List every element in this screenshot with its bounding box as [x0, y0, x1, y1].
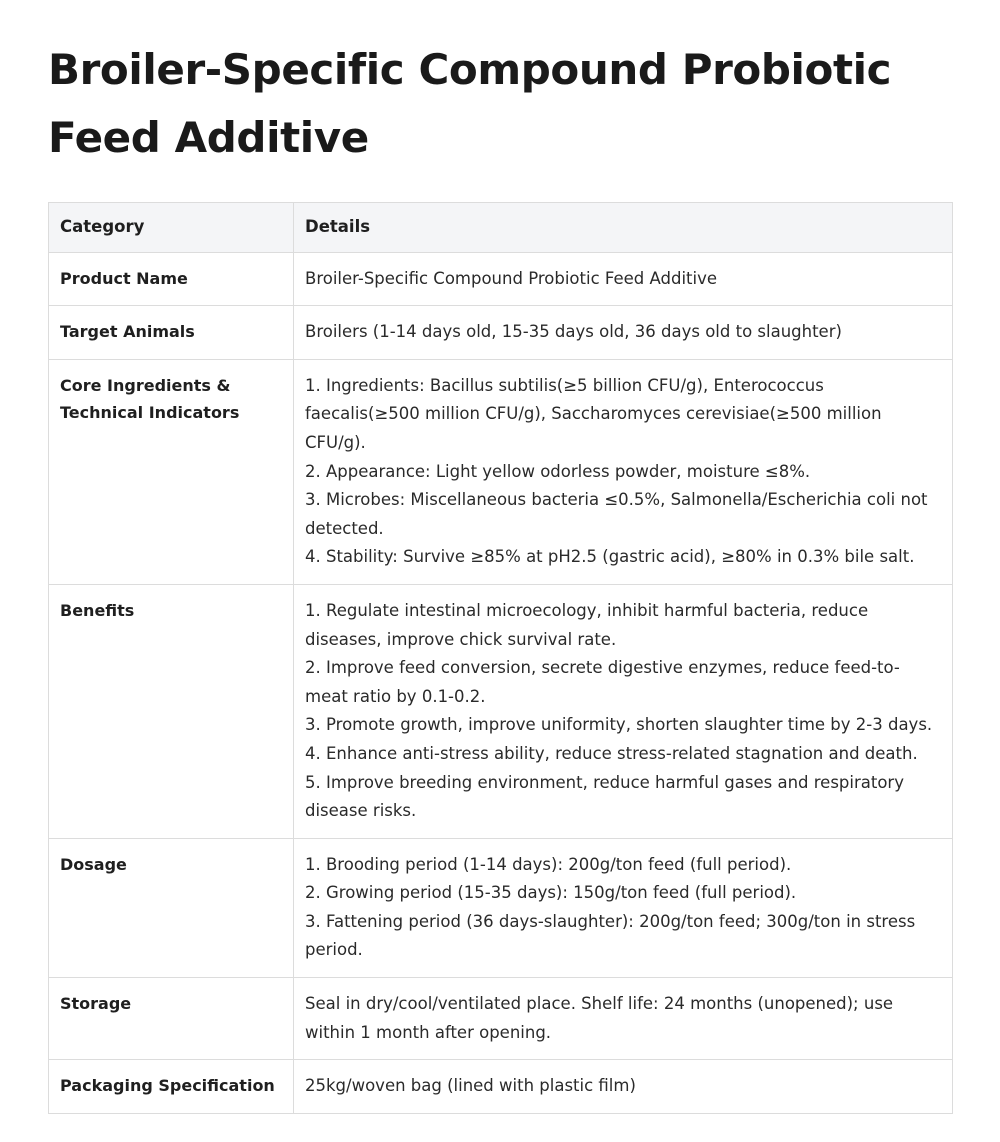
details-line: 3. Fattening period (36 days-slaughter): 200g/ton feed; 300g/ton in stress period.	[305, 911, 916, 960]
details-line: 5. Improve breeding environment, reduce harmful gases and respiratory disease risks.	[305, 772, 904, 821]
details-line: Broilers (1-14 days old, 15-35 days old, 36 days old to slaughter)	[305, 322, 842, 342]
row-category-cell: Packaging Specification	[49, 1060, 294, 1114]
details-line: 3. Promote growth, improve uniformity, shorten slaughter time by 2-3 days.	[305, 715, 933, 735]
details-line: 2. Appearance: Light yellow odorless powder, moisture ≤8%.	[305, 461, 811, 481]
table-row	[49, 584, 953, 838]
row-details-cell	[294, 252, 953, 306]
details-line: 3. Microbes: Miscellaneous bacteria ≤0.5%, Salmonella/Escherichia coli not detected.	[305, 490, 928, 538]
details-line: 1. Regulate intestinal microecology, inhibit harmful bacteria, reduce diseases, improve chick survival rate.	[305, 600, 869, 649]
details-line: 2. Growing period (15-35 days): 150g/ton feed (full period).	[305, 883, 797, 903]
row-category-cell: Storage	[49, 978, 294, 1060]
row-category-cell: Core Ingredients & Technical Indicators	[49, 359, 294, 584]
table-row	[49, 1060, 953, 1114]
row-details-cell	[294, 1060, 953, 1114]
table-row	[49, 978, 953, 1060]
table-row	[49, 306, 953, 360]
details-line: 25kg/woven bag (lined with plastic film)	[305, 1076, 636, 1096]
details-line: 4. Stability: Survive ≥85% at pH2.5 (gastric acid), ≥80% in 0.3% bile salt.	[305, 547, 915, 567]
details-line: 1. Brooding period (1-14 days): 200g/ton feed (full period).	[305, 854, 792, 874]
row-details-cell	[294, 978, 953, 1060]
row-category-cell: Product Name	[49, 252, 294, 306]
row-details-cell	[294, 838, 953, 977]
page-title: Broiler-Specific Compound Probiotic Feed Additive	[48, 45, 892, 162]
table-body	[49, 252, 953, 1113]
column-header-details: Details	[294, 203, 953, 253]
row-details-cell	[294, 584, 953, 838]
row-category-cell: Target Animals	[49, 306, 294, 360]
table-row	[49, 838, 953, 977]
details-line: 2. Improve feed conversion, secrete digestive enzymes, reduce feed-to-meat ratio by 0.1-0.2.	[305, 658, 900, 706]
table-header-row	[49, 203, 953, 253]
column-header-category: Category	[49, 203, 294, 253]
row-details-cell	[294, 306, 953, 360]
row-category-cell: Benefits	[49, 584, 294, 838]
details-line: 1. Ingredients: Bacillus subtilis(≥5 billion CFU/g), Enterococcus faecalis(≥500 million CFU/g), Saccharomyces cerevisiae(≥500 million CFU/g).	[305, 375, 882, 452]
row-category-cell: Dosage	[49, 838, 294, 977]
details-line: Seal in dry/cool/ventilated place. Shelf life: 24 months (unopened); use within 1 month after opening.	[305, 994, 894, 1042]
table-row	[49, 359, 953, 584]
row-details-cell	[294, 359, 953, 584]
details-line: 4. Enhance anti-stress ability, reduce stress-related stagnation and death.	[305, 743, 918, 763]
product-spec-table	[48, 202, 953, 1114]
table-row	[49, 252, 953, 306]
details-line: Broiler-Specific Compound Probiotic Feed Additive	[305, 268, 718, 288]
